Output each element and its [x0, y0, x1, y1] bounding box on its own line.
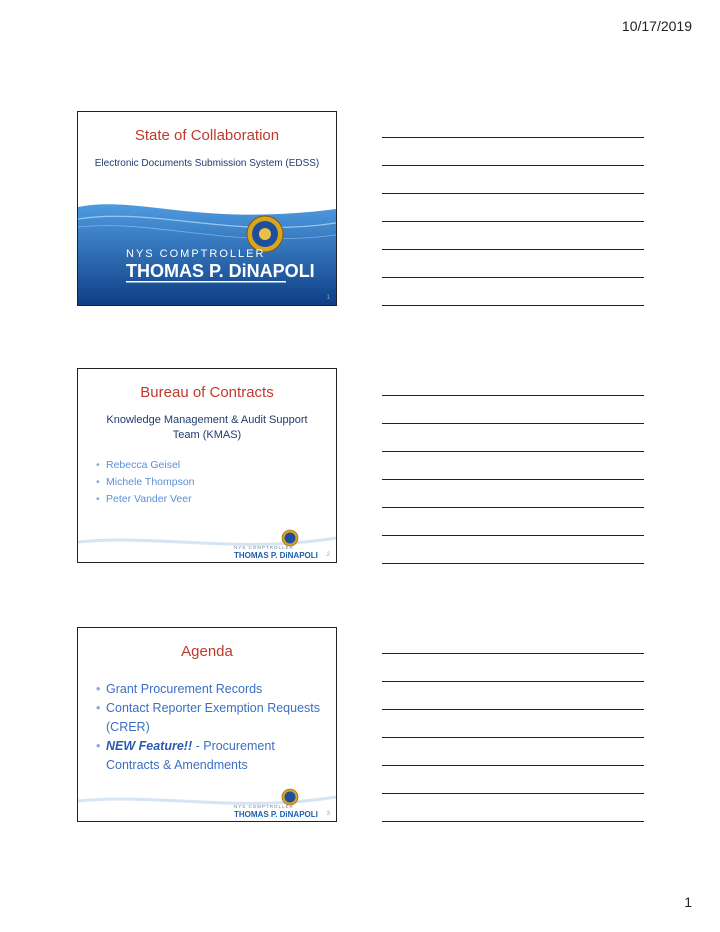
note-line	[382, 221, 644, 222]
note-line	[382, 193, 644, 194]
note-line	[382, 709, 644, 710]
note-line	[382, 507, 644, 508]
slide-number: 3	[326, 811, 330, 817]
note-line	[382, 137, 644, 138]
note-line	[382, 821, 644, 822]
list-item: • Grant Procurement Records	[96, 680, 328, 699]
list-item: • Michele Thompson	[96, 474, 336, 491]
slide-number: 2	[326, 552, 330, 558]
note-line	[382, 563, 644, 564]
note-line	[382, 305, 644, 306]
state-seal-icon	[282, 789, 298, 805]
comptroller-logo-strip	[78, 787, 336, 821]
logo-line1: NYS COMPTROLLER	[234, 545, 294, 550]
list-item: • Contact Reporter Exemption Requests (CRER)	[96, 699, 328, 737]
note-line	[382, 653, 644, 654]
new-feature-emphasis: NEW Feature!!	[106, 739, 193, 753]
note-line	[382, 793, 644, 794]
page-date: 10/17/2019	[621, 18, 692, 34]
note-line	[382, 395, 644, 396]
logo-line2: THOMAS P. DiNAPOLI	[234, 551, 318, 560]
slide-2	[77, 368, 337, 563]
note-line	[382, 479, 644, 480]
comptroller-banner	[78, 197, 336, 305]
slide-subtitle: Knowledge Management & Audit Support Team (KMAS)	[106, 414, 308, 441]
slide-subtitle: Electronic Documents Submission System (EDSS)	[94, 158, 320, 169]
comptroller-logo-strip	[78, 528, 336, 562]
slide-1	[77, 111, 337, 306]
logo-line2: THOMAS P. DiNAPOLI	[234, 810, 318, 819]
note-line	[382, 681, 644, 682]
state-seal-icon	[282, 530, 298, 546]
slide-title: State of Collaboration	[134, 127, 280, 144]
note-line	[382, 249, 644, 250]
slide-title: Bureau of Contracts	[140, 384, 274, 401]
page-number: 1	[684, 894, 692, 910]
slide-number: 1	[326, 295, 330, 301]
note-line	[382, 737, 644, 738]
bullet-list	[96, 457, 336, 508]
note-line	[382, 277, 644, 278]
bullet-list	[96, 680, 328, 775]
banner-line1: NYS COMPTROLLER	[126, 248, 266, 260]
note-line	[382, 535, 644, 536]
note-line	[382, 765, 644, 766]
list-item-text: - Procurement Contracts & Amendments	[106, 739, 275, 772]
slide-title: Agenda	[181, 643, 233, 660]
note-line	[382, 165, 644, 166]
state-seal-icon	[247, 216, 283, 252]
list-item	[96, 737, 328, 775]
slide-3	[77, 627, 337, 822]
list-item: • Rebecca Geisel	[96, 457, 336, 474]
note-line	[382, 451, 644, 452]
banner-line2: THOMAS P. DiNAPOLI	[126, 261, 315, 281]
logo-line1: NYS COMPTROLLER	[234, 804, 294, 809]
list-item: • Peter Vander Veer	[96, 491, 336, 508]
note-line	[382, 423, 644, 424]
